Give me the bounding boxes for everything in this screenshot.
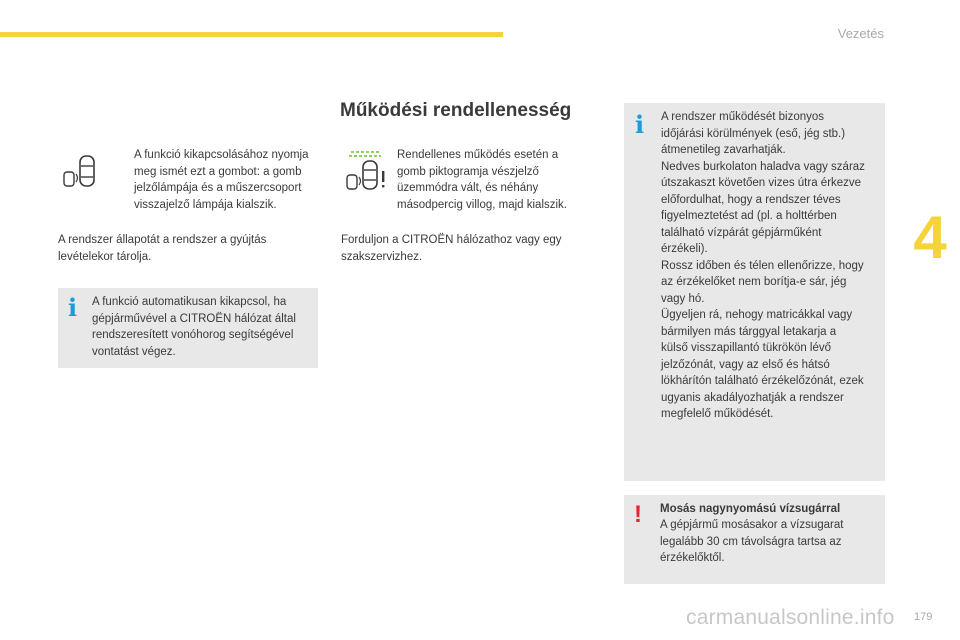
page-heading: Működési rendellenesség	[340, 100, 572, 121]
top-accent-bar	[0, 32, 503, 37]
info-icon: i	[635, 110, 645, 139]
weather-info-line: bármilyen más tárggyal letakarja a	[661, 325, 837, 338]
weather-info-line: Nedves burkolaton haladva vagy száraz	[661, 160, 865, 173]
towing-info-text: A funkció automatikusan kikapcsol, ha gépjárművével a CITROËN hálózat által rendszeresített vonóhorog segítségével vontatást végez.	[92, 296, 296, 358]
weather-info-line: A rendszer működését bizonyos	[661, 111, 825, 123]
blind-spot-car-icon	[62, 150, 102, 192]
malfunction-text: Rendellenes működés esetén a gomb piktogramja vészjelző üzemmódra vált, és néhány másodpercig villog, majd kialszik.	[397, 149, 568, 211]
weather-info-line: átmenetileg zavarhatják.	[661, 144, 786, 156]
info-icon: i	[68, 293, 78, 322]
section-title: Vezetés	[837, 26, 884, 41]
blind-spot-alert-icon	[343, 148, 389, 194]
washing-warning-text: A gépjármű mosásakor a vízsugarat legalább 30 cm távolságra tartsa az érzékelőktől.	[660, 519, 844, 564]
watermark: carmanualsonline.info	[686, 606, 895, 629]
contact-network-text: Forduljon a CITROËN hálózathoz vagy egy szakszervizhez.	[341, 234, 562, 263]
weather-info-line: külső visszapillantó tükrökön lévő	[661, 342, 832, 354]
weather-info-line: vagy hó.	[661, 292, 705, 305]
weather-info-line: található vízpárát gépjárműként	[661, 226, 822, 239]
weather-info-line: Ügyeljen rá, nehogy matricákkal vagy	[661, 309, 853, 321]
disable-instruction: A funkció kikapcsolásához nyomja meg ismét ezt a gombot: a gomb jelzőlámpája és a műszercsoport visszajelző lámpája kialszik.	[134, 149, 309, 211]
weather-info-line: ugyanis akadályozhatják a rendszer	[661, 391, 844, 404]
weather-info-line: figyelmeztetést ad (pl. a holttérben	[661, 210, 837, 222]
exclamation-icon: !	[634, 501, 642, 528]
weather-info-line: lökhárítón található érzékelőzónát, ezek	[661, 375, 864, 387]
weather-info-text	[661, 109, 883, 423]
weather-info-line: előfordulhat, hogy a rendszer téves	[661, 193, 841, 206]
weather-info-line: időjárási körülmények (eső, jég stb.)	[661, 127, 846, 140]
page-number: 179	[914, 611, 933, 623]
weather-info-line: jelzőzónát, vagy az első és hátsó	[661, 358, 830, 371]
weather-info-line: érzékeli).	[661, 243, 708, 255]
weather-info-line: megfelelő működését.	[661, 408, 774, 420]
weather-info-line: útszakaszt követően vizes útra érkezve	[661, 177, 862, 189]
chapter-number: 4	[913, 204, 947, 271]
weather-info-line: az érzékelőket nem borítja-e sár, jég	[661, 276, 847, 288]
washing-warning-title: Mosás nagynyomású vízsugárral	[660, 503, 841, 515]
weather-info-line: Rossz időben és télen ellenőrizze, hogy	[661, 259, 864, 272]
memory-note: A rendszer állapotát a rendszer a gyújtás levételekor tárolja.	[58, 234, 267, 263]
